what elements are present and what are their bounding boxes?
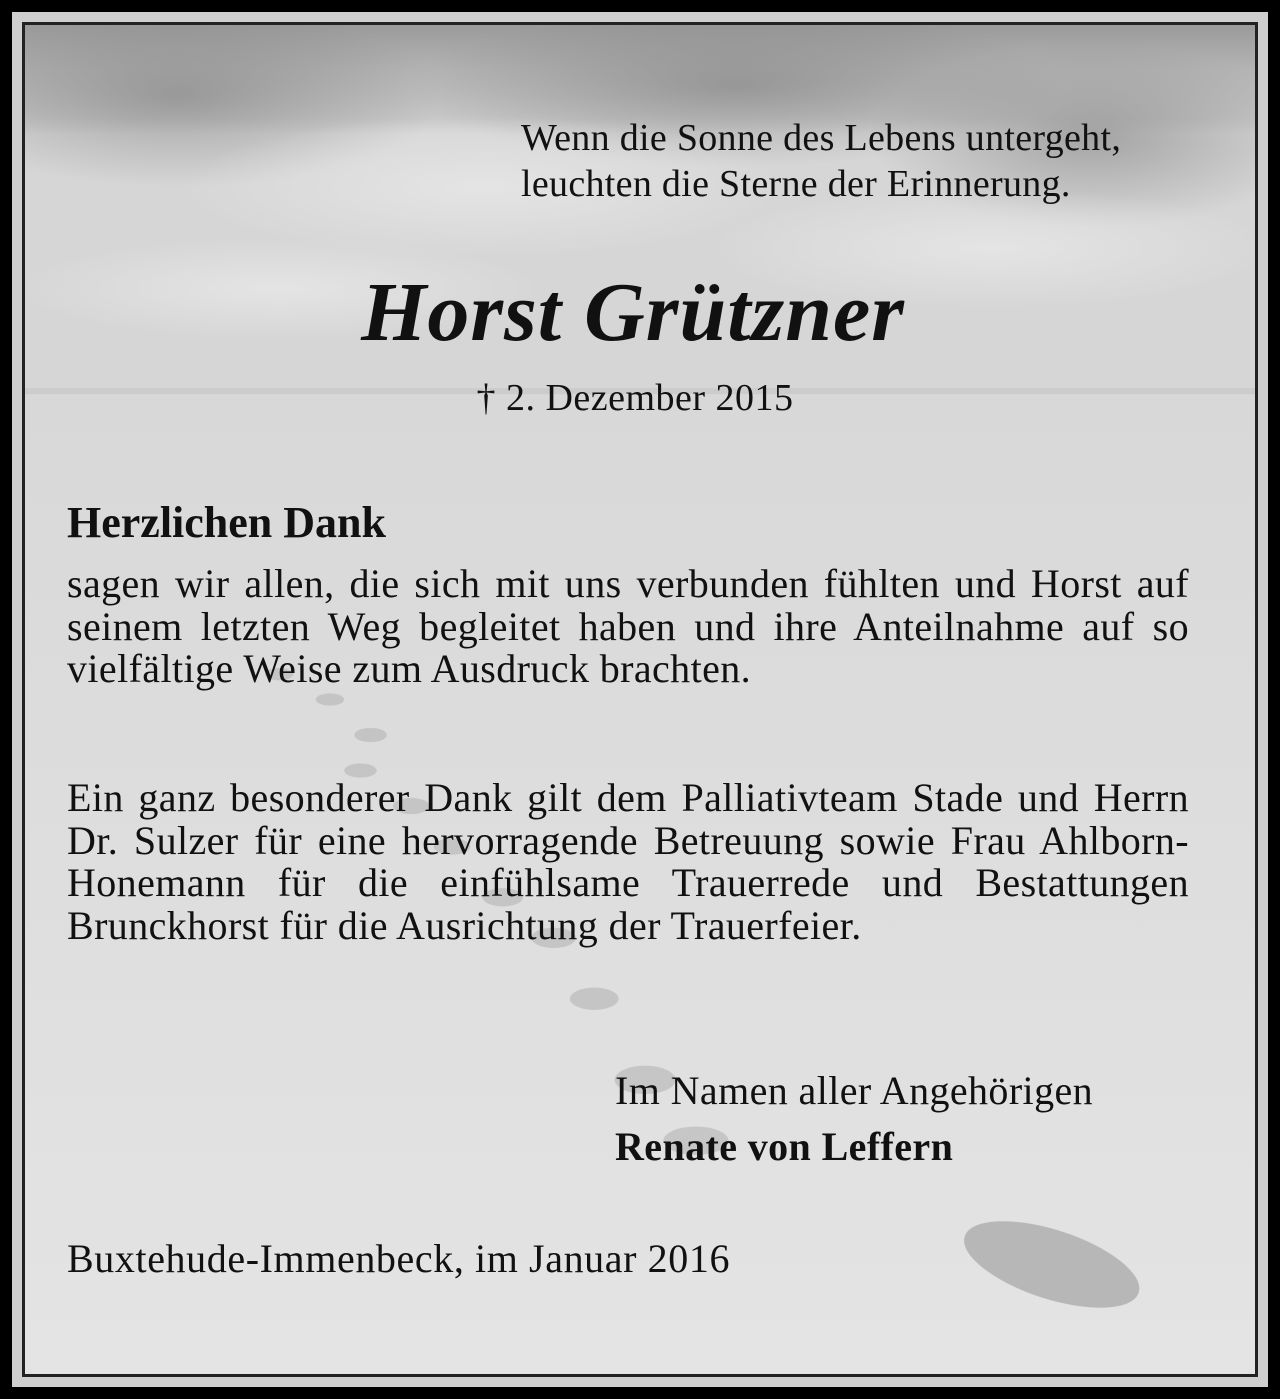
thanks-paragraph-1: sagen wir allen, die sich mit uns verbunden fühlten und Horst auf seinem letzten Weg begleitet haben und ihre Anteilnahme auf so vielfältige Weise zum Ausdruck brachten. xyxy=(67,561,1189,691)
signer-name: Renate von Leffern xyxy=(615,1124,954,1169)
motto-line-1: Wenn die Sonne des Lebens untergeht, xyxy=(521,117,1122,159)
thanks-heading: Herzlichen Dank xyxy=(67,498,386,547)
death-date: † 2. Dezember 2015 xyxy=(476,377,794,419)
thanks-paragraph-2: Ein ganz besonderer Dank gilt dem Palliativteam Stade und Herrn Dr. Sulzer für eine hervorragende Betreuung sowie Frau Ahlborn-Honemann für die einfühlsame Trauerrede und Bestattungen Brunckhorst für die Ausrichtung der Trauerfeier. xyxy=(67,775,1189,948)
inner-frame xyxy=(22,22,1258,1377)
closing-line: Im Namen aller Angehörigen xyxy=(615,1068,1094,1113)
place-and-date: Buxtehude-Immenbeck, im Januar 2016 xyxy=(67,1236,731,1281)
deceased-name: Horst Grützner xyxy=(361,266,905,359)
motto-line-2: leuchten die Sterne der Erinnerung. xyxy=(521,163,1071,205)
motto-quote xyxy=(521,115,1201,207)
closing-signature xyxy=(615,1063,1093,1175)
